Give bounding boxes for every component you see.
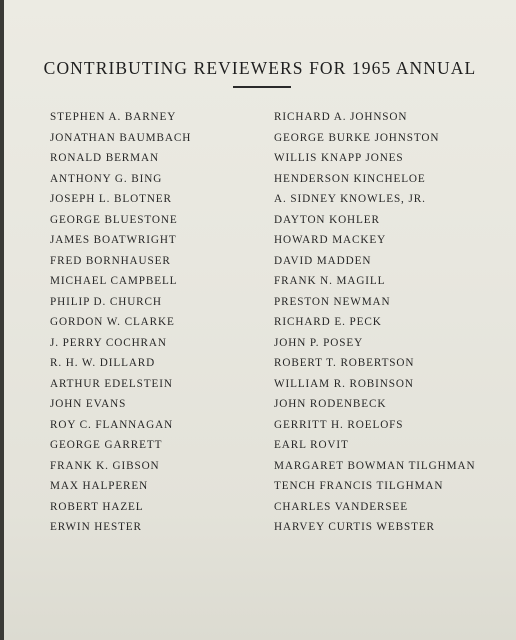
reviewer-name: MICHAEL CAMPBELL [50,275,178,287]
reviewer-list-left [50,107,191,538]
reviewer-name: GEORGE BLUESTONE [50,213,178,226]
reviewer-name: DAYTON KOHLER [274,213,380,226]
reviewer-name: TENCH FRANCIS TILGHMAN [274,480,444,492]
reviewer-name: HOWARD MACKEY [274,234,387,246]
reviewer-name: JONATHAN BAUMBACH [50,131,192,144]
reviewer-name: RICHARD A. JOHNSON [274,111,408,123]
reviewer-name: A. SIDNEY KNOWLES, JR. [274,193,426,205]
reviewer-name: WILLIAM R. ROBINSON [274,377,414,390]
reviewer-list-right [274,107,475,538]
reviewer-name: ANTHONY G. BING [50,172,163,185]
reviewer-name: EARL ROVIT [274,439,349,451]
reviewer-name: GEORGE GARRETT [50,439,163,451]
reviewer-name: FRANK K. GIBSON [50,459,160,472]
reviewer-name: JOHN P. POSEY [274,336,364,349]
reviewer-name: ROBERT T. ROBERTSON [274,357,415,369]
reviewer-name: JOHN RODENBECK [274,398,387,410]
reviewer-name: DAVID MADDEN [274,254,372,267]
reviewer-name: WILLIS KNAPP JONES [274,152,404,164]
reviewer-name: JAMES BOATWRIGHT [50,234,177,246]
reviewer-name: RICHARD E. PECK [274,316,382,328]
reviewer-name: PRESTON NEWMAN [274,295,391,308]
reviewer-name: JOSEPH L. BLOTNER [50,193,172,205]
reviewer-name: JOHN EVANS [50,398,127,410]
reviewer-name: GORDON W. CLARKE [50,316,175,328]
reviewer-name: FRANK N. MAGILL [274,275,386,287]
reviewer-name: PHILIP D. CHURCH [50,295,162,308]
reviewer-name: CHARLES VANDERSEE [274,500,408,513]
title-divider [233,86,291,88]
reviewer-name: MAX HALPEREN [50,480,149,492]
reviewer-name: GEORGE BURKE JOHNSTON [274,131,440,144]
reviewer-name: HENDERSON KINCHELOE [274,172,426,185]
reviewer-name: MARGARET BOWMAN TILGHMAN [274,459,476,472]
reviewer-name: ERWIN HESTER [50,521,142,533]
reviewer-name: R. H. W. DILLARD [50,357,156,369]
page-title: CONTRIBUTING REVIEWERS FOR 1965 ANNUAL [43,58,477,78]
reviewer-name: ARTHUR EDELSTEIN [50,377,173,390]
reviewer-name: J. PERRY COCHRAN [50,336,167,349]
reviewer-name: HARVEY CURTIS WEBSTER [274,521,435,533]
reviewer-name: ROY C. FLANNAGAN [50,418,174,431]
reviewer-name: RONALD BERMAN [50,152,159,164]
reviewer-name: FRED BORNHAUSER [50,254,171,267]
book-page [4,0,516,640]
reviewer-name: ROBERT HAZEL [50,500,144,513]
reviewer-name: STEPHEN A. BARNEY [50,111,177,123]
reviewer-name: GERRITT H. ROELOFS [274,418,404,431]
